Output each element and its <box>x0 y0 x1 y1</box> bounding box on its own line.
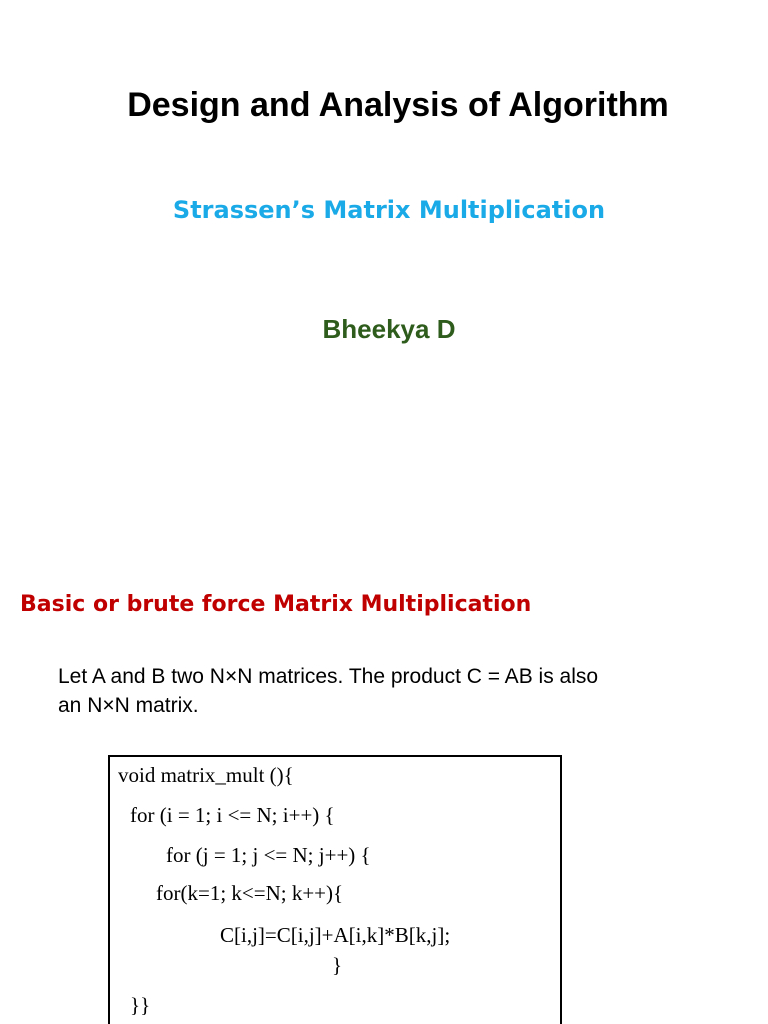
slide-subtitle: Strassen’s Matrix Multiplication <box>172 196 606 224</box>
code-line-7: }} <box>130 993 151 1017</box>
body-line-1: Let A and B two N×N matrices. The product C = AB is also <box>58 665 599 688</box>
slide-title: Design and Analysis of Algorithm <box>127 86 669 124</box>
body-line-2: an N×N matrix. <box>58 694 199 717</box>
code-line-6: } <box>332 953 343 977</box>
author-name: Bheekya D <box>322 314 456 344</box>
code-line-4: for(k=1; k<=N; k++){ <box>156 881 344 905</box>
code-box <box>108 755 562 1024</box>
body-paragraph <box>58 662 738 720</box>
code-line-5: C[i,j]=C[i,j]+A[i,k]*B[k,j]; <box>220 923 451 947</box>
code-line-3: for (j = 1; j <= N; j++) { <box>166 843 371 867</box>
section-heading: Basic or brute force Matrix Multiplication <box>20 592 532 617</box>
code-line-2: for (i = 1; i <= N; i++) { <box>130 803 335 827</box>
code-line-1: void matrix_mult (){ <box>118 763 294 787</box>
